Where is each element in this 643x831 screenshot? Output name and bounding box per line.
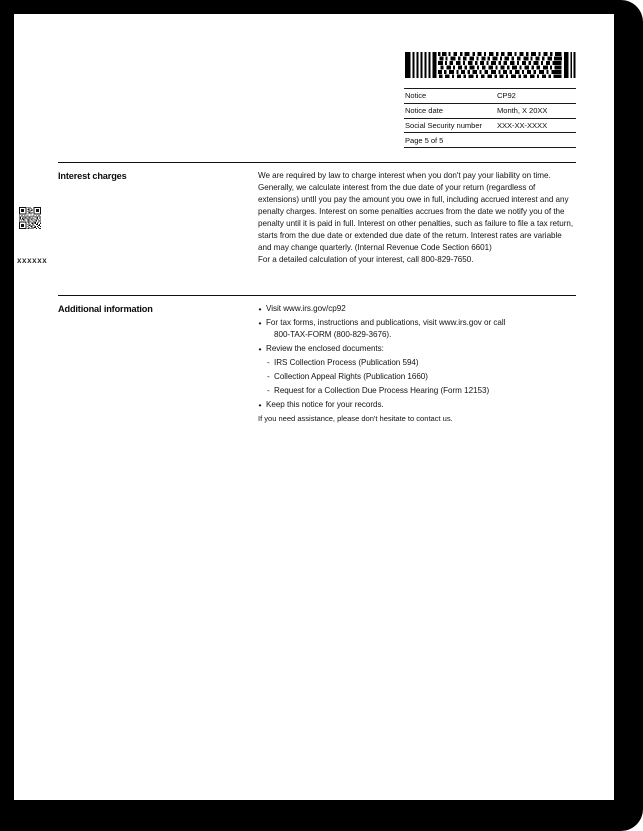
interest-paragraph-2: For a detailed calculation of your interest, call 800-829-7650. bbox=[258, 255, 474, 265]
list-sub-item bbox=[258, 357, 576, 370]
list-sub-item bbox=[258, 385, 576, 398]
notice-date-label: Notice date bbox=[404, 103, 496, 118]
document-page bbox=[14, 14, 614, 800]
list-item-text: 800-TAX-FORM (800-829-3676). bbox=[274, 330, 392, 340]
table-row bbox=[404, 89, 576, 104]
notice-value: CP92 bbox=[496, 89, 576, 104]
section-title-additional-information: Additional information bbox=[58, 304, 153, 314]
list-sub-item bbox=[258, 371, 576, 384]
additional-info-list bbox=[258, 303, 576, 411]
section-divider bbox=[58, 295, 576, 296]
section-interest-charges bbox=[58, 162, 576, 266]
list-item-text: Collection Appeal Rights (Publication 1660) bbox=[274, 372, 428, 382]
section-title-interest-charges: Interest charges bbox=[58, 171, 127, 181]
page-number-label: Page 5 of 5 bbox=[404, 133, 576, 148]
list-item-continuation bbox=[258, 329, 576, 342]
table-row bbox=[404, 133, 576, 148]
list-item bbox=[258, 343, 576, 356]
notice-label: Notice bbox=[404, 89, 496, 104]
margin-reference-code: xxxxxx bbox=[17, 256, 48, 265]
notice-info-table bbox=[404, 88, 576, 148]
closing-assistance-line: If you need assistance, please don't hesitate to contact us. bbox=[258, 413, 453, 423]
ssn-label: Social Security number bbox=[404, 118, 496, 133]
list-item-text[interactable]: For tax forms, instructions and publications, visit www.irs.gov or call bbox=[266, 317, 506, 327]
interest-paragraph-1: We are required by law to charge interest when you don't pay your liability on time. Generally, we calculate interest from the due date of your return (regardless of extensions) untIl you pay the amount you owe in full, including accrued interest and any penalty charges. Interest on some penalties accrues from the date we notify you of the penalty until it is paid in full. Interest on other penalties, such as failure to file a tax return, starts from the due date or extended due date of the return. Interest rates are variable and may change quarterly. (Internal Revenue Code Section 6601) bbox=[258, 171, 574, 253]
list-item bbox=[258, 303, 576, 316]
section-divider bbox=[58, 162, 576, 163]
table-row bbox=[404, 118, 576, 133]
list-item-text: Keep this notice for your records. bbox=[266, 399, 384, 409]
list-item bbox=[258, 317, 576, 330]
notice-date-value: Month, X 20XX bbox=[496, 103, 576, 118]
list-item-text: Request for a Collection Due Process Hearing (Form 12153) bbox=[274, 385, 490, 395]
list-item-text: Review the enclosed documents: bbox=[266, 344, 384, 354]
section-content-additional-information bbox=[258, 303, 576, 425]
ssn-value: XXX-XX-XXXX bbox=[496, 118, 576, 133]
pdf417-barcode-image bbox=[404, 52, 576, 78]
qr-code-icon bbox=[19, 207, 41, 229]
list-item-text: IRS Collection Process (Publication 594) bbox=[274, 358, 419, 368]
table-row bbox=[404, 103, 576, 118]
section-content-interest-charges bbox=[258, 170, 576, 266]
notice-header-block bbox=[404, 52, 580, 148]
list-item bbox=[258, 399, 576, 412]
list-item-text[interactable]: Visit www.irs.gov/cp92 bbox=[266, 304, 346, 313]
section-additional-information bbox=[58, 295, 576, 425]
